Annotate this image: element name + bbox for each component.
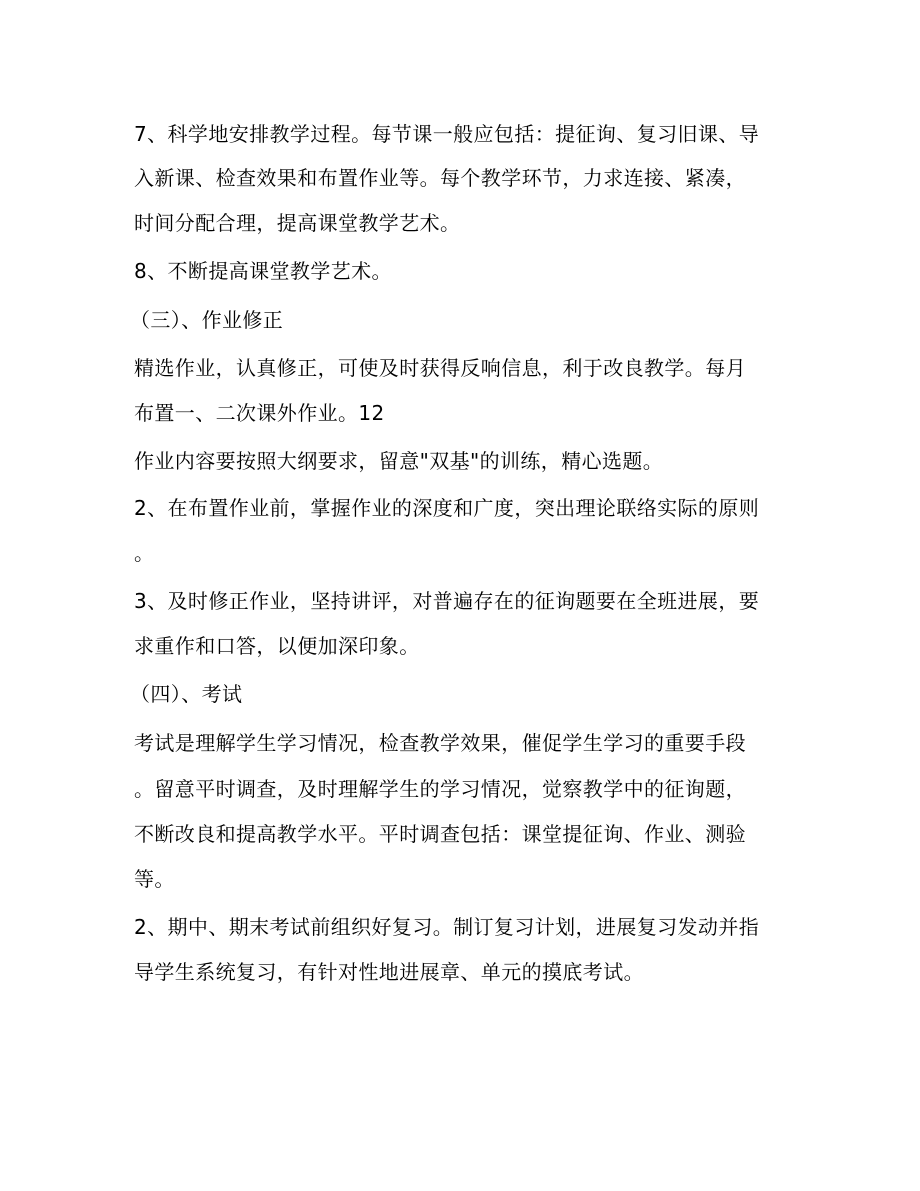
section-heading: （四）、考试 bbox=[130, 682, 243, 706]
text-line: 2、在布置作业前，掌握作业的深度和广度，突出理论联络实际的原则 bbox=[134, 496, 760, 520]
text-line: 2、期中、期末考试前组织好复习。制订复习计划，进展复习发动并指 bbox=[134, 915, 760, 939]
text-line: 考试是理解学生学习情况，检查教学效果，催促学生学习的重要手段 bbox=[134, 731, 746, 755]
text-line: 布置一、二次课外作业。12 bbox=[134, 401, 385, 425]
text-line: 作业内容要按照大纲要求，留意"双基"的训练，精心选题。 bbox=[134, 449, 664, 473]
text-line: 等。 bbox=[134, 867, 175, 891]
text-line: 不断改良和提高教学水平。平时调查包括：课堂提征询、作业、测验 bbox=[134, 822, 746, 846]
text-line: 精选作业，认真修正，可使及时获得反响信息，利于改良教学。每月 bbox=[134, 356, 746, 380]
text-line: 。留意平时调查，及时理解学生的学习情况，觉察教学中的征询题， bbox=[134, 777, 746, 801]
text-line: 求重作和口答，以便加深印象。 bbox=[134, 634, 420, 658]
text-line: 8、不断提高课堂教学艺术。 bbox=[134, 259, 392, 283]
text-line: 导学生系统复习，有针对性地进展章、单元的摸底考试。 bbox=[134, 960, 644, 984]
text-line: 。 bbox=[134, 541, 155, 565]
section-heading: （三）、作业修正 bbox=[130, 308, 284, 332]
text-line: 3、及时修正作业，坚持讲评，对普遍存在的征询题要在全班进展，要 bbox=[134, 589, 760, 613]
text-line: 7、科学地安排教学过程。每节课一般应包括：提征询、复习旧课、导 bbox=[134, 122, 760, 146]
text-line: 入新课、检查效果和布置作业等。每个教学环节，力求连接、紧凑， bbox=[134, 166, 746, 190]
text-line: 时间分配合理，提高课堂教学艺术。 bbox=[134, 211, 461, 235]
